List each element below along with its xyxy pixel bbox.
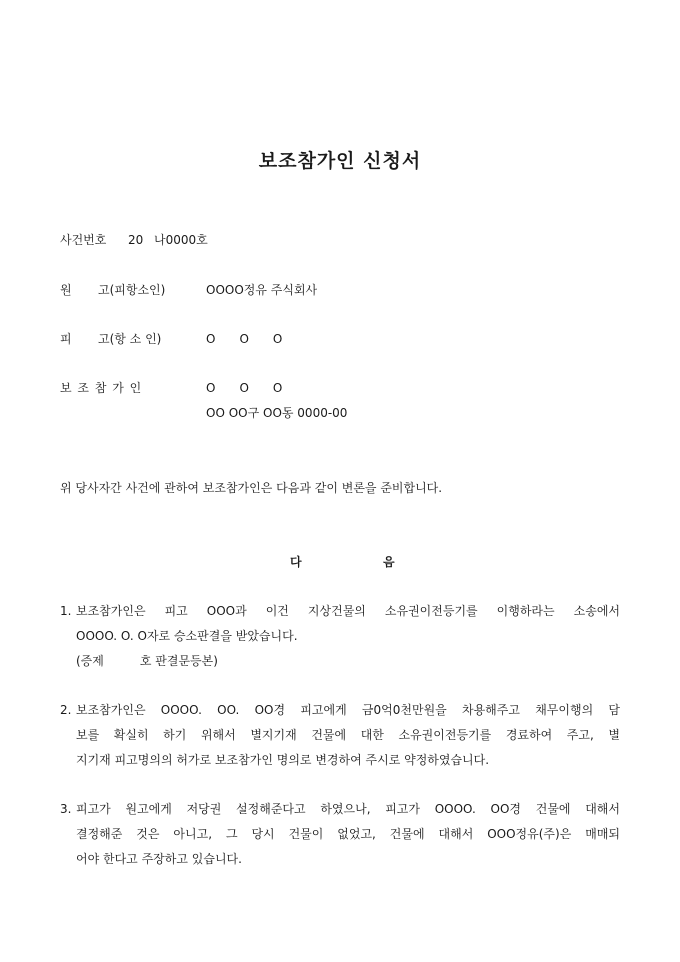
defendant-label-b: 고(항 소 인): [98, 332, 162, 346]
heading-left: 다: [290, 555, 302, 569]
defendant-label-a: 피: [60, 332, 72, 346]
item-2-number: 2.: [60, 703, 72, 717]
intervenor-label: 보 조 참 가 인: [60, 381, 142, 395]
item-1-number: 1.: [60, 604, 72, 618]
item-3-number: 3.: [60, 802, 72, 816]
intervenor-name: O O O: [206, 381, 283, 395]
item-3-line-2: 결정해준 것은 아니고, 그 당시 건물이 없었고, 건물에 대해서 OOO정유(주)은 매매되: [76, 827, 620, 841]
heading-right: 음: [383, 555, 395, 569]
plaintiff-value: OOOO정유 주식회사: [206, 283, 318, 297]
document-title: 보조참가인 신청서: [258, 150, 422, 172]
case-number-label: 사건번호: [60, 233, 107, 247]
intervenor-address: OO OO구 OO동 0000-00: [206, 406, 348, 420]
item-2-line-3: 지기재 피고명의의 허가로 보조참가인 명의로 변경하여 주시로 약정하였습니다.: [76, 753, 490, 767]
item-3-line-1: 피고가 원고에게 저당권 설정해준다고 하였으나, 피고가 OOOO. OO경 건물에 대해서: [76, 802, 620, 816]
item-1-line-2: OOOO. O. O자로 승소판결을 받았습니다.: [76, 629, 298, 643]
case-number-value: 나0000호: [154, 233, 208, 247]
item-2-line-2: 보를 확실히 하기 위해서 별지기재 건물에 대한 소유권이전등기를 경료하여 주고, 별: [76, 728, 620, 742]
item-3-line-3: 어야 한다고 주장하고 있습니다.: [76, 852, 242, 866]
plaintiff-label-b: 고(피항소인): [98, 283, 166, 297]
item-2-line-1: 보조참가인은 OOOO. OO. OO경 피고에게 금0억0천만원을 차용해주고 채무이행의 담: [76, 703, 620, 717]
defendant-value: O O O: [206, 332, 283, 346]
item-1-line-3: (증제 호 판결문등본): [76, 654, 218, 668]
intro-paragraph: 위 당사자간 사건에 관하여 보조참가인은 다음과 같이 변론을 준비합니다.: [60, 481, 443, 495]
case-number-year: 20: [128, 233, 144, 247]
item-1-line-1: 보조참가인은 피고 OOO과 이건 지상건물의 소유권이전등기를 이행하라는 소송에서: [76, 604, 620, 618]
plaintiff-label-a: 원: [60, 283, 72, 297]
